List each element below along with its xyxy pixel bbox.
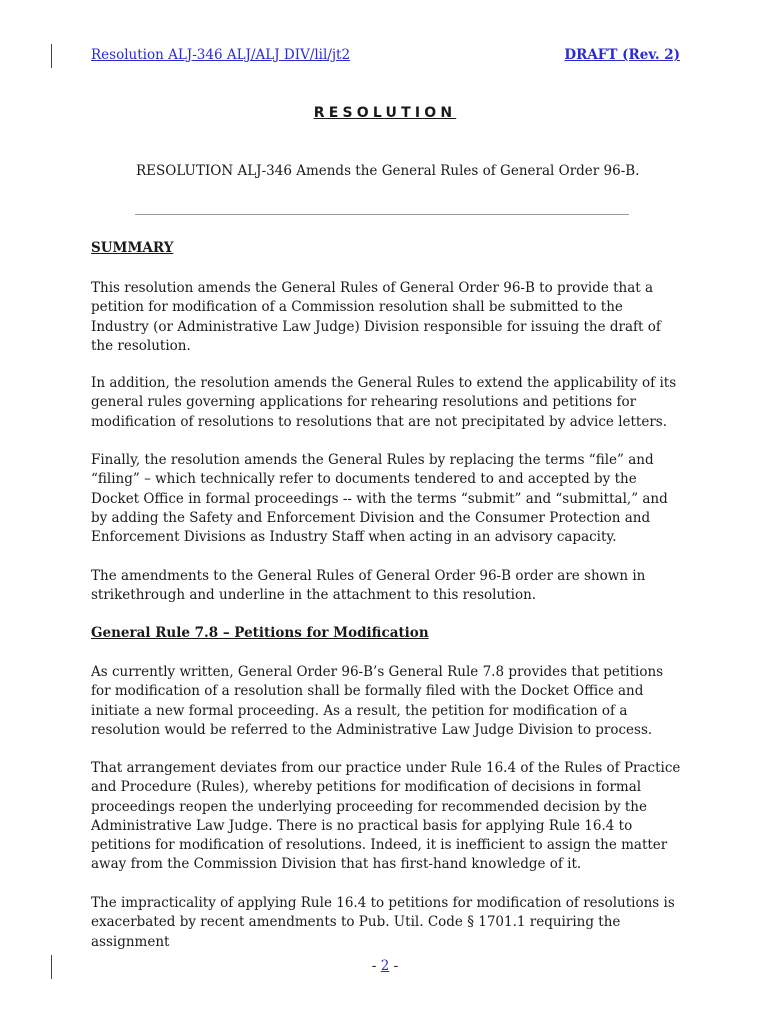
rule78-section xyxy=(91,624,681,643)
footer-suffix: - xyxy=(389,958,399,974)
header-draft-status: DRAFT (Rev. 2) xyxy=(564,47,680,63)
summary-paragraph-4: The amendments to the General Rules of General Order 96-B order are shown in strikethrough and underline in the attachment to this resolution. xyxy=(91,568,646,604)
summary-paragraph-3: Finally, the resolution amends the General Rules by replacing the terms “file” and “filing” – which technically refer to documents tendered to and accepted by the Docket Office in formal proceedings -- with the terms “submit” and “submittal,” and by adding the Safety and Enforcement Division and the Consumer Protection and Enforcement Divisions as Industry Staff when acting in an advisory capacity. xyxy=(91,452,668,546)
rule78-paragraph-3: The impracticality of applying Rule 16.4 to petitions for modification of resolutions is exacerbated by recent amendments to Pub. Util. Code § 1701.1 requiring the assignment xyxy=(91,895,675,950)
page-number: 2 xyxy=(380,958,390,974)
summary-heading: SUMMARY xyxy=(91,240,174,256)
summary-paragraph-1: This resolution amends the General Rules of General Order 96-B to provide that a petition for modification of a Commission resolution shall be submitted to the Industry (or Administrative Law Judge) Division responsible for issuing the draft of the resolution. xyxy=(91,280,661,354)
document-title: RESOLUTION xyxy=(313,105,457,121)
summary-paragraph-2: In addition, the resolution amends the General Rules to extend the applicability of its general rules governing applications for rehearing resolutions and petitions for modification of resolutions to resolutions that are not precipitated by advice letters. xyxy=(91,375,677,430)
page-footer xyxy=(0,958,770,974)
rule78-heading: General Rule 7.8 – Petitions for Modification xyxy=(91,625,429,641)
header-document-id: Resolution ALJ-346 ALJ/ALJ DIV/lil/jt2 xyxy=(91,47,351,63)
horizontal-divider xyxy=(135,214,629,215)
change-bar-top xyxy=(51,44,52,68)
rule78-paragraph-1: As currently written, General Order 96-B’s General Rule 7.8 provides that petitions for modification of a resolution shall be formally filed with the Docket Office and initiate a new formal proceeding. As a result, the petition for modification of a resolution would be referred to the Administrative Law Judge Division to process. xyxy=(91,664,664,738)
rule78-paragraph-2: That arrangement deviates from our practice under Rule 16.4 of the Rules of Practice and Procedure (Rules), whereby petitions for modification of decisions in formal proceedings reopen the underlying proceeding for recommended decision by the Administrative Law Judge. There is no practical basis for applying Rule 16.4 to petitions for modification of resolutions. Indeed, it is inefficient to assign the matter away from the Commission Division that has first-hand knowledge of it. xyxy=(91,760,681,873)
summary-section xyxy=(91,239,681,258)
footer-prefix: - xyxy=(371,958,381,974)
document-subtitle: RESOLUTION ALJ-346 Amends the General Rules of General Order 96-B. xyxy=(136,163,640,179)
